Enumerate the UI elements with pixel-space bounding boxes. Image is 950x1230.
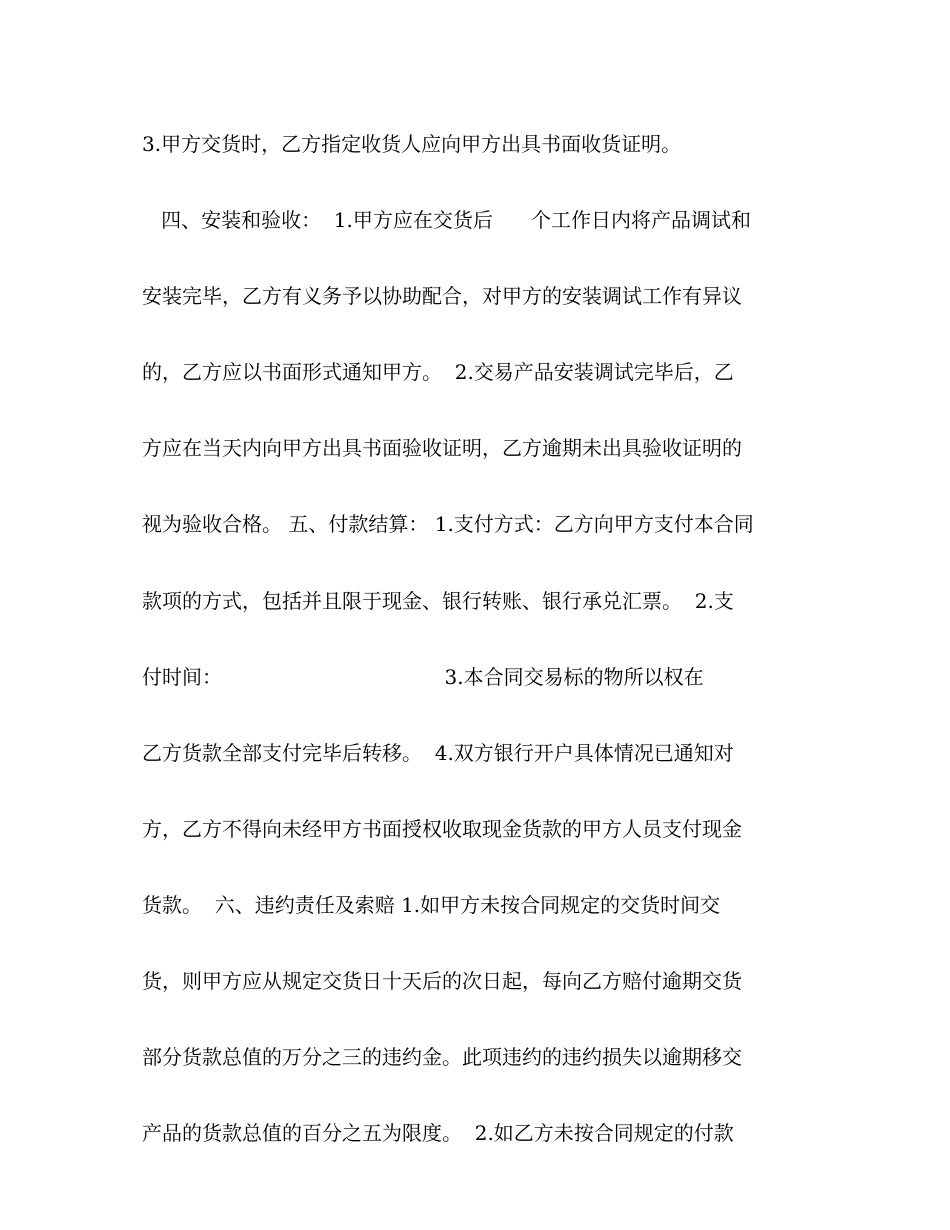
text-line: 安装完毕，乙方有义务予以协助配合，对甲方的安装调试工作有异议 (142, 284, 742, 309)
text-line: 付时间： 3.本合同交易标的物所以权在 (142, 664, 704, 689)
text-line: 方应在当天内向甲方出具书面验收证明，乙方逾期未出具验收证明的 (142, 436, 742, 461)
text-line: 货款。 六、违约责任及索赔 1.如甲方未按合同规定的交货时间交 (142, 892, 721, 917)
text-line: 部分货款总值的万分之三的违约金。此项违约的违约损失以逾期移交 (142, 1045, 742, 1070)
text-line: 视为验收合格。 五、付款结算： 1.支付方式：乙方向甲方支付本合同 (142, 512, 754, 537)
text-line: 产品的货款总值的百分之五为限度。 2.如乙方未按合同规定的付款 (142, 1121, 734, 1146)
text-line: 方，乙方不得向未经甲方书面授权收取现金货款的甲方人员支付现金 (142, 816, 742, 841)
text-line: 的，乙方应以书面形式通知甲方。 2.交易产品安装调试完毕后，乙 (142, 360, 734, 385)
text-line: 货，则甲方应从规定交货日十天后的次日起，每向乙方赔付逾期交货 (142, 969, 742, 994)
text-line: 款项的方式，包括并且限于现金、银行转账、银行承兑汇票。 2.支 (142, 588, 734, 613)
document-body (142, 122, 832, 1187)
text-line: 四、安装和验收： 1.甲方应在交货后 个工作日内将产品调试和 (142, 208, 752, 233)
text-line: 乙方货款全部支付完毕后转移。 4.双方银行开户具体情况已通知对 (142, 740, 734, 765)
text-line: 3.甲方交货时，乙方指定收货人应向甲方出具书面收货证明。 (142, 132, 682, 156)
